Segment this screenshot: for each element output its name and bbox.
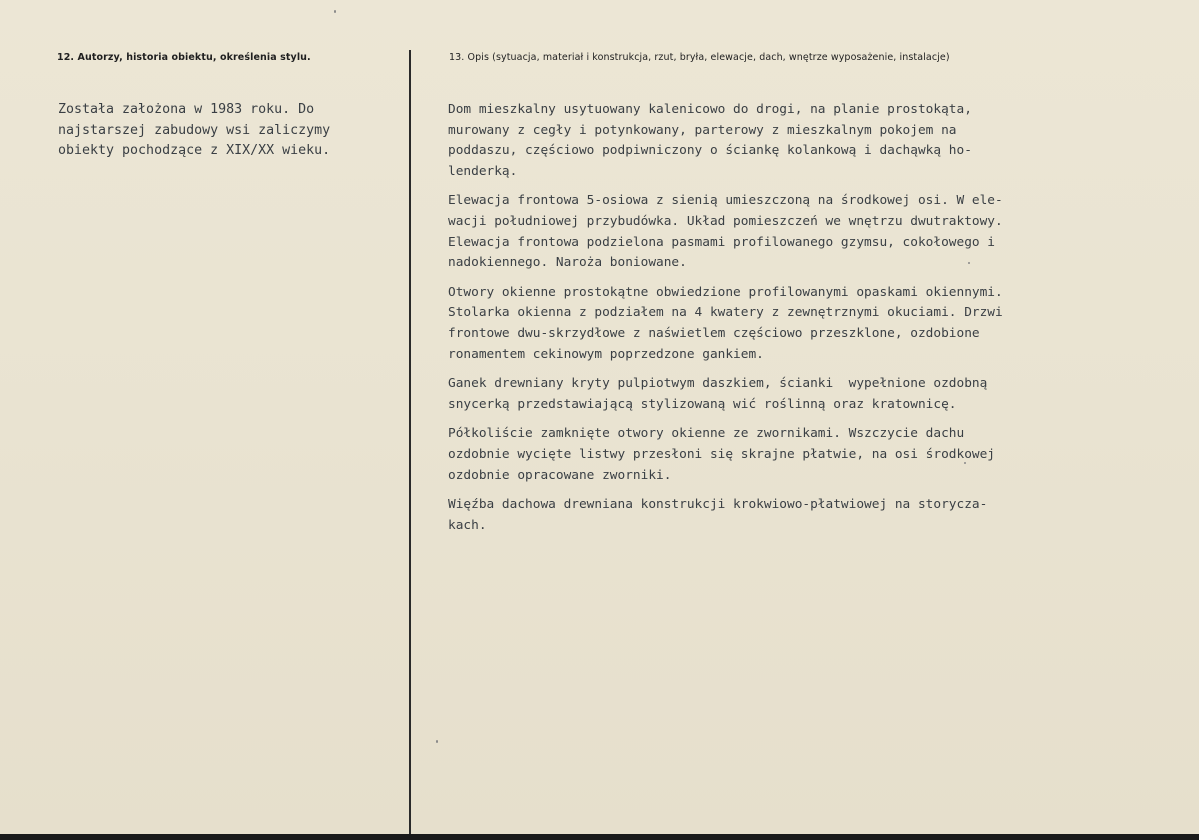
description-paragraph: Półkoliście zamknięte otwory okienne ze zwornikami. Wszczycie dachu ozdobnie wycięte listwy przesłoni się skrajne płatwie, na osi środkowej ozdobnie opracowane zworniki.: [448, 426, 996, 483]
description-block: [448, 100, 1168, 545]
section-13-header: 13. Opis (sytuacja, materiał i konstrukcja, rzut, bryła, elewacje, dach, wnętrze wyposażenie, instalacje): [449, 52, 950, 63]
paper-speck: [968, 262, 970, 264]
paper-speck: [334, 10, 336, 13]
description-paragraph: Otwory okienne prostokątne obwiedzione profilowanymi opaskami okiennymi. Stolarka okienna z podziałem na 4 kwatery z zewnętrznymi okuciami. Drzwi frontowe dwu-skrzydłowe z naświetlem częściowo przeszklone, ozdobione ronamentem cekinowym poprzedzone gankiem.: [448, 284, 1003, 362]
description-paragraph: Elewacja frontowa 5-osiowa z sienią umieszczoną na środkowej osi. W ele- wacji południowej przybudówka. Układ pomieszczeń we wnętrzu dwutraktowy. Elewacja frontowa podzielona pasmami profilowanego gzymsu, cokołowego i nadokiennego. Naroża boniowane.: [448, 193, 1003, 271]
section-12-header: 12. Autorzy, historia obiektu, określenia stylu.: [57, 52, 311, 63]
paper-speck: [964, 462, 966, 464]
paper-speck: [436, 740, 438, 743]
description-paragraph: Więźba dachowa drewniana konstrukcji krokwiowo-płatwiowej na storycza- kach.: [448, 497, 988, 533]
column-divider: [409, 50, 411, 836]
description-paragraph: Ganek drewniany kryty pulpiotwym daszkiem, ścianki wypełnione ozdobną snycerką przedstawiającą stylizowaną wić roślinną oraz kratownicę.: [448, 376, 988, 412]
history-text: Została założona w 1983 roku. Do najstarszej zabudowy wsi zaliczymy obiekty pochodzące z XIX/XX wieku.: [58, 102, 331, 158]
description-paragraph: Dom mieszkalny usytuowany kalenicowo do drogi, na planie prostokąta, murowany z cegły i potynkowany, parterowy z mieszkalnym pokojem na poddaszu, częściowo podpiwniczony o ściankę kolankową i dachąwką ho- lenderką.: [448, 102, 972, 179]
